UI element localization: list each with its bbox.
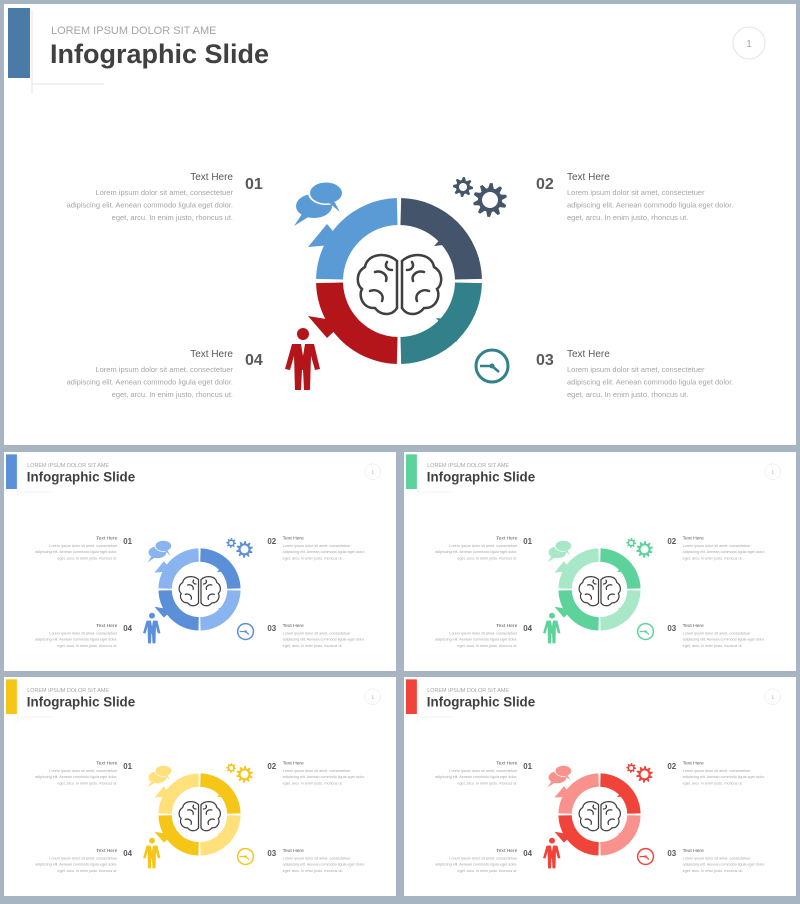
item-body-line: Lorem ipsum dolor sit amet, consectetuer	[49, 631, 118, 636]
item-body-line: Lorem ipsum dolor sit amet, consectetuer	[449, 543, 518, 548]
item-body-line: Lorem ipsum dolor sit amet, consectetuer	[282, 856, 351, 861]
thumbnail-red[interactable]	[404, 677, 796, 896]
thumbnail-green[interactable]	[404, 452, 796, 671]
clock-icon	[476, 350, 508, 382]
item-03	[267, 848, 364, 873]
item-03	[667, 848, 764, 873]
page-number: 1	[771, 470, 775, 476]
item-body-line: Lorem ipsum dolor sit amet, consectetuer	[567, 365, 705, 374]
item-number: 03	[267, 624, 277, 634]
item-heading: Text Here	[96, 761, 118, 767]
item-body-line: adipiscing elit. Aenean commodo ligula eget dolor.	[282, 637, 365, 642]
item-number: 04	[123, 624, 133, 634]
item-body-line: eget, arcu. In enim justo, rhoncus ut.	[567, 390, 689, 399]
item-number: 01	[523, 536, 533, 546]
item-body-line: adipiscing elit. Aenean commodo ligula eget dolor.	[435, 775, 518, 780]
item-body-line: Lorem ipsum dolor sit amet, consectetuer	[449, 768, 518, 773]
item-04	[35, 623, 132, 648]
slide-graphic	[4, 4, 796, 445]
item-body-line: eget, arcu. In enim justo, rhoncus ut.	[282, 556, 343, 561]
slide-subtitle: LOREM IPSUM DOLOR SIT AME	[427, 463, 510, 470]
item-number: 02	[536, 176, 554, 193]
item-number: 02	[267, 536, 277, 546]
accent-bar	[406, 454, 417, 489]
item-01	[35, 535, 132, 560]
speech-bubbles-icon	[548, 540, 573, 562]
item-02	[267, 760, 364, 785]
item-body-line: eget, arcu. In enim justo, rhoncus ut.	[567, 213, 689, 222]
item-heading: Text Here	[682, 536, 704, 542]
clock-icon	[238, 624, 254, 640]
accent-bar	[6, 454, 17, 489]
item-body-line: Lorem ipsum dolor sit amet, consectetuer	[282, 768, 351, 773]
item-body-line: eget, arcu. In enim justo, rhoncus ut.	[682, 868, 743, 873]
brain-icon	[179, 577, 220, 606]
item-body-line: Lorem ipsum dolor sit amet, consectetuer	[449, 856, 518, 861]
thumbnail-yellow[interactable]	[4, 677, 396, 896]
gears-icon	[626, 538, 653, 558]
item-heading: Text Here	[682, 761, 704, 767]
item-body-line: adipiscing elit. Aenean commodo ligula eget dolor.	[282, 775, 365, 780]
item-01	[35, 760, 132, 785]
item-body-line: adipiscing elit. Aenean commodo ligula eget dolor.	[567, 377, 734, 387]
clock-icon	[638, 849, 654, 865]
item-01	[435, 535, 532, 560]
item-number: 01	[123, 761, 133, 771]
page-number: 1	[371, 695, 375, 701]
item-body-line: Lorem ipsum dolor sit amet, consectetuer	[682, 768, 751, 773]
businessman-icon	[543, 838, 560, 869]
item-01	[435, 760, 532, 785]
item-body-line: eget, arcu. In enim justo, rhoncus ut.	[111, 213, 233, 222]
item-number: 03	[667, 624, 677, 634]
gears-icon	[226, 538, 253, 558]
item-heading: Text Here	[282, 536, 304, 542]
item-body-line: Lorem ipsum dolor sit amet, consectetuer	[682, 543, 751, 548]
slide-title: Infographic Slide	[26, 694, 136, 710]
item-body-line: adipiscing elit. Aenean commodo ligula eget dolor.	[567, 200, 734, 210]
item-body-line: eget, arcu. In enim justo, rhoncus ut.	[282, 868, 343, 873]
item-heading: Text Here	[282, 761, 304, 767]
item-02	[667, 535, 764, 560]
item-heading: Text Here	[96, 624, 118, 630]
item-heading: Text Here	[282, 849, 304, 855]
item-body-line: Lorem ipsum dolor sit amet, consectetuer	[449, 631, 518, 636]
item-body-line: adipiscing elit. Aenean commodo ligula eget dolor.	[282, 862, 365, 867]
speech-bubbles-icon	[548, 765, 573, 787]
slide-subtitle: LOREM IPSUM DOLOR SIT AME	[27, 688, 110, 695]
main-slide	[4, 4, 796, 445]
item-body-line: Lorem ipsum dolor sit amet, consectetuer	[49, 856, 118, 861]
item-body-line: Lorem ipsum dolor sit amet, consectetuer	[282, 543, 351, 548]
item-02	[536, 172, 733, 222]
item-body-line: eget, arcu. In enim justo, rhoncus ut.	[457, 868, 518, 873]
item-body-line: eget, arcu. In enim justo, rhoncus ut.	[282, 643, 343, 648]
item-body-line: eget, arcu. In enim justo, rhoncus ut.	[682, 643, 743, 648]
item-number: 04	[123, 849, 133, 859]
page-number: 1	[371, 470, 375, 476]
item-04	[35, 848, 132, 873]
item-number: 02	[267, 761, 277, 771]
speech-bubbles-icon	[148, 765, 173, 787]
item-heading: Text Here	[496, 761, 518, 767]
accent-bar	[8, 8, 30, 78]
item-body-line: eget, arcu. In enim justo, rhoncus ut.	[111, 390, 233, 399]
item-body-line: Lorem ipsum dolor sit amet, consectetuer	[95, 188, 233, 197]
page-number: 1	[771, 695, 775, 701]
item-heading: Text Here	[567, 172, 610, 183]
businessman-icon	[143, 838, 160, 869]
item-body-line: eget, arcu. In enim justo, rhoncus ut.	[457, 781, 518, 786]
item-02	[267, 535, 364, 560]
page-number: 1	[746, 39, 752, 50]
item-body-line: adipiscing elit. Aenean commodo ligula eget dolor.	[682, 862, 765, 867]
speech-bubbles-icon	[294, 181, 344, 226]
item-number: 01	[523, 761, 533, 771]
slide-title: Infographic Slide	[426, 469, 536, 485]
item-number: 04	[245, 352, 263, 369]
item-body-line: eget, arcu. In enim justo, rhoncus ut.	[682, 781, 743, 786]
item-04	[435, 623, 532, 648]
businessman-icon	[285, 328, 320, 390]
item-heading: Text Here	[496, 849, 518, 855]
businessman-icon	[143, 613, 160, 644]
item-body-line: adipiscing elit. Aenean commodo ligula eget dolor.	[35, 550, 118, 555]
item-number: 02	[667, 761, 677, 771]
slide-title: Infographic Slide	[50, 39, 270, 69]
item-02	[667, 760, 764, 785]
item-body-line: adipiscing elit. Aenean commodo ligula eget dolor.	[682, 637, 765, 642]
item-04	[435, 848, 532, 873]
item-heading: Text Here	[567, 349, 610, 360]
item-heading: Text Here	[282, 624, 304, 630]
item-body-line: Lorem ipsum dolor sit amet, consectetuer	[95, 365, 233, 374]
item-number: 03	[267, 849, 277, 859]
item-body-line: Lorem ipsum dolor sit amet, consectetuer	[282, 631, 351, 636]
item-heading: Text Here	[682, 624, 704, 630]
item-body-line: adipiscing elit. Aenean commodo ligula eget dolor.	[35, 862, 118, 867]
item-body-line: Lorem ipsum dolor sit amet, consectetuer	[682, 631, 751, 636]
brain-icon	[579, 802, 620, 831]
item-body-line: adipiscing elit. Aenean commodo ligula eget dolor.	[435, 550, 518, 555]
slide-graphic	[4, 677, 396, 896]
accent-bar	[406, 679, 417, 714]
item-number: 01	[123, 536, 133, 546]
thumbnail-blue[interactable]	[4, 452, 396, 671]
slide-title: Infographic Slide	[26, 469, 136, 485]
brain-icon	[358, 255, 441, 314]
item-body-line: Lorem ipsum dolor sit amet, consectetuer	[682, 856, 751, 861]
slide-graphic	[4, 452, 396, 671]
item-body-line: eget, arcu. In enim justo, rhoncus ut.	[57, 556, 118, 561]
gears-icon	[226, 763, 253, 783]
item-03	[267, 623, 364, 648]
speech-bubbles-icon	[148, 540, 173, 562]
slide-graphic	[404, 452, 796, 671]
slide-subtitle: LOREM IPSUM DOLOR SIT AME	[51, 25, 217, 37]
item-body-line: adipiscing elit. Aenean commodo ligula eget dolor.	[66, 200, 233, 210]
item-heading: Text Here	[96, 849, 118, 855]
item-body-line: adipiscing elit. Aenean commodo ligula eget dolor.	[682, 775, 765, 780]
item-heading: Text Here	[682, 849, 704, 855]
item-body-line: Lorem ipsum dolor sit amet, consectetuer	[49, 543, 118, 548]
slide-subtitle: LOREM IPSUM DOLOR SIT AME	[427, 688, 510, 695]
gears-icon	[453, 177, 507, 217]
brain-icon	[579, 577, 620, 606]
item-body-line: adipiscing elit. Aenean commodo ligula eget dolor.	[35, 637, 118, 642]
item-body-line: adipiscing elit. Aenean commodo ligula eget dolor.	[435, 862, 518, 867]
item-number: 03	[667, 849, 677, 859]
businessman-icon	[543, 613, 560, 644]
item-number: 02	[667, 536, 677, 546]
item-body-line: eget, arcu. In enim justo, rhoncus ut.	[57, 868, 118, 873]
item-03	[667, 623, 764, 648]
item-body-line: Lorem ipsum dolor sit amet, consectetuer	[49, 768, 118, 773]
clock-icon	[238, 849, 254, 865]
item-body-line: eget, arcu. In enim justo, rhoncus ut.	[682, 556, 743, 561]
item-body-line: adipiscing elit. Aenean commodo ligula eget dolor.	[435, 637, 518, 642]
item-heading: Text Here	[96, 536, 118, 542]
item-body-line: eget, arcu. In enim justo, rhoncus ut.	[457, 556, 518, 561]
item-01	[67, 172, 263, 222]
item-heading: Text Here	[496, 536, 518, 542]
item-03	[536, 349, 733, 399]
brain-icon	[179, 802, 220, 831]
item-body-line: eget, arcu. In enim justo, rhoncus ut.	[457, 643, 518, 648]
item-body-line: adipiscing elit. Aenean commodo ligula eget dolor.	[682, 550, 765, 555]
item-body-line: eget, arcu. In enim justo, rhoncus ut.	[57, 643, 118, 648]
gears-icon	[626, 763, 653, 783]
item-04	[67, 349, 263, 399]
slide-graphic	[404, 677, 796, 896]
item-body-line: adipiscing elit. Aenean commodo ligula eget dolor.	[282, 550, 365, 555]
item-heading: Text Here	[190, 349, 233, 360]
item-number: 01	[245, 176, 263, 193]
item-number: 04	[523, 624, 533, 634]
item-body-line: adipiscing elit. Aenean commodo ligula eget dolor.	[35, 775, 118, 780]
slide-title: Infographic Slide	[426, 694, 536, 710]
item-number: 04	[523, 849, 533, 859]
item-heading: Text Here	[190, 172, 233, 183]
item-body-line: adipiscing elit. Aenean commodo ligula eget dolor.	[66, 377, 233, 387]
item-body-line: eget, arcu. In enim justo, rhoncus ut.	[57, 781, 118, 786]
item-body-line: Lorem ipsum dolor sit amet, consectetuer	[567, 188, 705, 197]
item-number: 03	[536, 352, 554, 369]
item-heading: Text Here	[496, 624, 518, 630]
item-body-line: eget, arcu. In enim justo, rhoncus ut.	[282, 781, 343, 786]
accent-bar	[6, 679, 17, 714]
slide-subtitle: LOREM IPSUM DOLOR SIT AME	[27, 463, 110, 470]
clock-icon	[638, 624, 654, 640]
